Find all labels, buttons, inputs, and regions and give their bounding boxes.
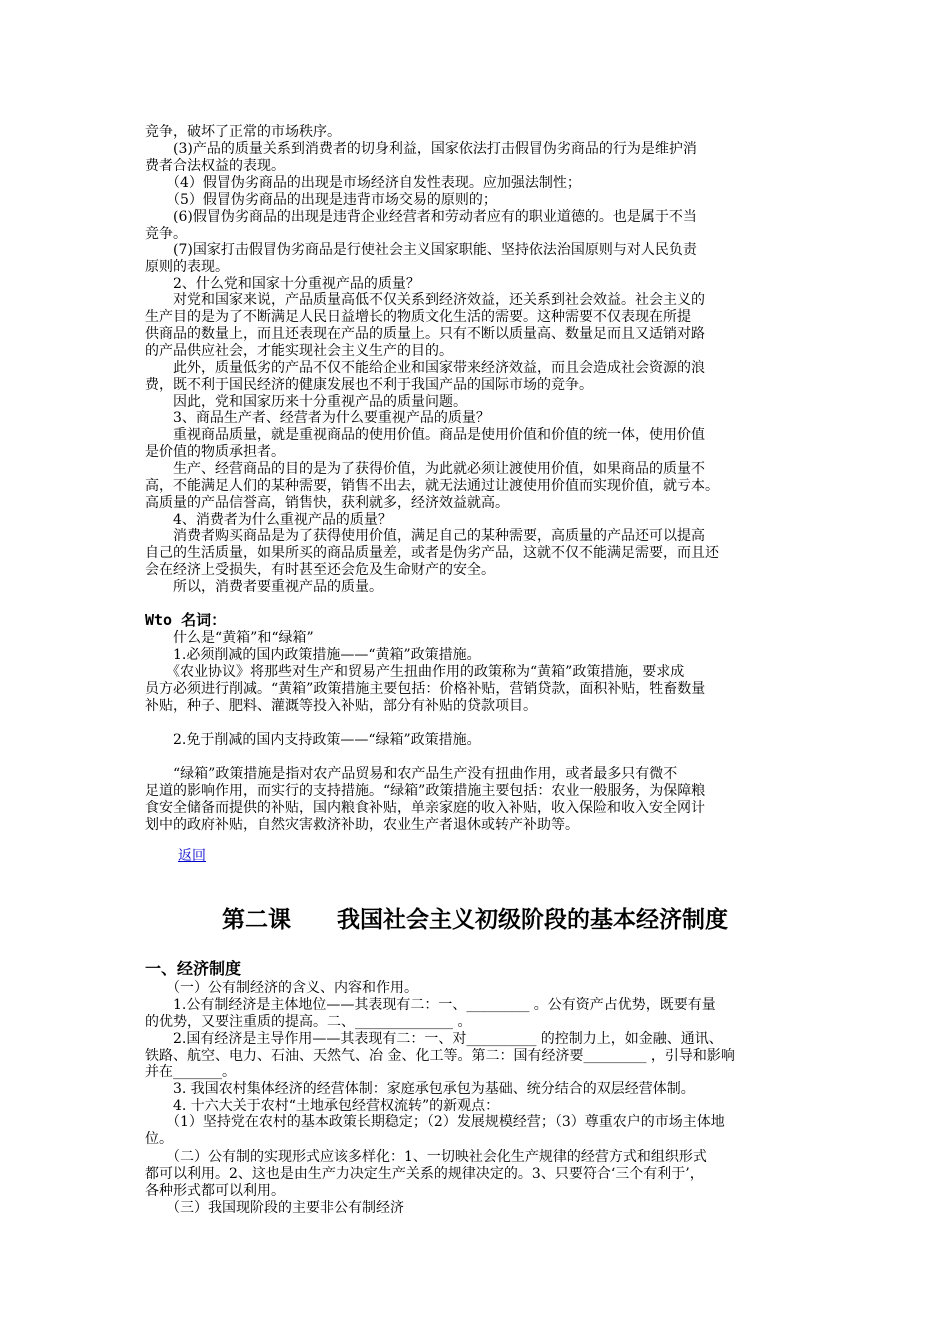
text-line: （一）公有制经济的含义、内容和作用。: [145, 980, 418, 996]
section-heading: 一、经济制度: [145, 959, 242, 978]
text-line: 此外，质量低劣的产品不仅不能给企业和国家带来经济效益，而且会造成社会资源的浪: [145, 360, 705, 376]
text-line: 4. 十六大关于农村“土地承包经营权流转”的新观点：: [145, 1098, 500, 1114]
text-line: (7)国家打击假冒伪劣商品是行使社会主义国家职能、坚持依法治国原则与对人民负责: [145, 242, 697, 258]
question-heading: 3、商品生产者、经营者为什么要重视产品的质量？: [145, 410, 490, 426]
text-line: 对党和国家来说，产品质量高低不仅关系到经济效益，还关系到社会效益。社会主义的: [145, 292, 705, 308]
text-line: 费者合法权益的表现。: [145, 158, 285, 174]
text-line: （1）坚持党在农村的基本政策长期稳定；（2）发展规模经营；（3）尊重农户的市场主体地: [145, 1114, 725, 1130]
text-line: 消费者购买商品是为了获得使用价值，满足自己的某种需要，高质量的产品还可以提高: [145, 528, 705, 544]
text-line: 3. 我国农村集体经济的经营体制：家庭承包承包为基础、统分结合的双层经营体制。: [145, 1081, 695, 1097]
text-line: 是价值的物质承担者。: [145, 444, 285, 460]
text-line: 各种形式都可以利用。: [145, 1183, 285, 1199]
text-line: 会在经济上受损失，有时甚至还会危及生命财产的安全。: [145, 562, 495, 578]
text-line: 2.国有经济是主导作用——其表现有二：一、对__________ 的控制力上，如金融、通讯、: [145, 1031, 723, 1047]
text-line: (3)产品的质量关系到消费者的切身利益，国家依法打击假冒伪劣商品的行为是维护消: [145, 141, 697, 157]
text-line: 竞争，破坏了正常的市场秩序。: [145, 124, 341, 140]
text-line: 原则的表现。: [145, 259, 229, 275]
text-line: 费，既不利于国民经济的健康发展也不利于我国产品的国际市场的竞争。: [145, 377, 593, 393]
text-line: 划中的政府补贴，自然灾害救济补助，农业生产者退休或转产补助等。: [145, 817, 579, 833]
text-line: 生产、经营商品的目的是为了获得价值，为此就必须让渡使用价值，如果商品的质量不: [145, 461, 705, 477]
text-line: “绿箱”政策措施是指对农产品贸易和农产品生产没有扭曲作用，或者最多只有微不: [145, 766, 678, 782]
text-line: 1.必须削减的国内政策措施——“黄箱”政策措施。: [145, 647, 481, 663]
text-line: 《农业协议》将那些对生产和贸易产生扭曲作用的政策称为“黄箱”政策措施，要求成: [145, 664, 685, 680]
text-line: 因此，党和国家历来十分重视产品的质量问题。: [145, 394, 467, 410]
text-line: 的优势，又要注重质的提高。二、______________ 。: [145, 1014, 472, 1030]
text-line: 补贴，种子、肥料、灌溉等投入补贴，部分有补贴的贷款项目。: [145, 698, 537, 714]
text-line: 食安全储备而提供的补贴，国内粮食补贴，单亲家庭的收入补贴，收入保险和收入安全网计: [145, 800, 705, 816]
wto-heading: Wto 名词：: [145, 611, 227, 629]
text-line: （三）我国现阶段的主要非公有制经济: [145, 1200, 404, 1216]
text-line: 高，不能满足人们的某种需要，销售不出去，就无法通过让渡使用价值而实现价值，就亏本。: [145, 478, 719, 494]
text-line: （二）公有制的实现形式应该多样化：1、一切映社会化生产规律的经营方式和组织形式: [145, 1149, 707, 1165]
text-line: 并在_______。: [145, 1064, 236, 1080]
text-line: 生产目的是为了不断满足人民日益增长的物质文化生活的需要。这种需要不仅表现在所提: [145, 309, 691, 325]
text-line: 所以，消费者要重视产品的质量。: [145, 579, 383, 595]
question-heading: 4、消费者为什么重视产品的质量？: [145, 512, 392, 528]
text-line: 自己的生活质量，如果所买的商品质量差，或者是伪劣产品，这就不仅不能满足需要，而且还: [145, 545, 719, 561]
text-line: 什么是“黄箱”和“绿箱”: [145, 630, 314, 646]
text-line: 高质量的产品信誉高，销售快，获利就多，经济效益就高。: [145, 495, 509, 511]
text-line: 竞争。: [145, 226, 187, 242]
text-line: （4）假冒伪劣商品的出现是市场经济自发性表现。应加强法制性；: [145, 175, 581, 191]
text-line: 2.免于削减的国内支持政策——“绿箱”政策措施。: [145, 732, 481, 748]
text-line: 铁路、航空、电力、石油、天然气、冶 金、化工等。第二：国有经济要_________ ，引导和影响: [145, 1048, 735, 1064]
back-link[interactable]: 返回: [178, 848, 206, 864]
text-line: 都可以利用。2、这也是由生产力决定生产关系的规律决定的。3、只要符合‘三个有利于’，: [145, 1166, 704, 1182]
question-heading: 2、什么党和国家十分重视产品的质量？: [145, 276, 420, 292]
text-line: (6)假冒伪劣商品的出现是违背企业经营者和劳动者应有的职业道德的。也是属于不当: [145, 209, 697, 225]
text-line: 足道的影响作用，而实行的支持措施。“绿箱”政策措施主要包括：农业一般服务，为保障粮: [145, 783, 706, 799]
text-line: 1.公有制经济是主体地位——其表现有二：一、_________ 。公有资产占优势，既要有量: [145, 997, 716, 1013]
text-line: （5）假冒伪劣商品的出现是违背市场交易的原则的；: [145, 192, 497, 208]
lesson-title: 第二课 我国社会主义初级阶段的基本经济制度: [222, 907, 728, 933]
text-line: 供商品的数量上，而且还表现在产品的质量上。只有不断以质量高、数量足而且又适销对路: [145, 326, 705, 342]
text-line: 位。: [145, 1131, 173, 1147]
text-line: 员方必须进行削减。“黄箱”政策措施主要包括：价格补贴，营销贷款，面积补贴，牲畜数量: [145, 681, 706, 697]
text-line: 的产品供应社会，才能实现社会主义生产的目的。: [145, 343, 453, 359]
text-line: 重视商品质量，就是重视商品的使用价值。商品是使用价值和价值的统一体，使用价值: [145, 427, 705, 443]
